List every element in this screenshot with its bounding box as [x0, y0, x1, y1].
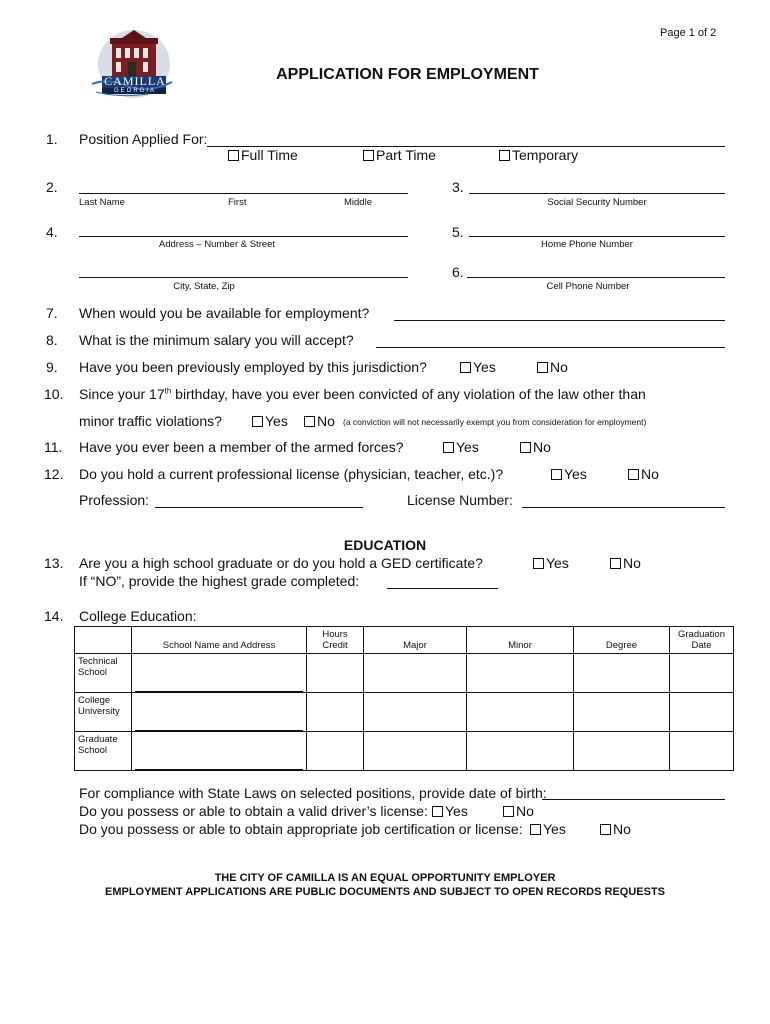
cert-no-checkbox[interactable]: [600, 824, 611, 835]
college-education-table: [74, 626, 734, 771]
q13-label: Are you a high school graduate or do you hold a GED certificate?: [79, 555, 483, 571]
q1-number: 1.: [46, 131, 58, 147]
education-heading: EDUCATION: [343, 537, 427, 553]
license-yes-option[interactable]: Yes: [432, 803, 468, 819]
q9-label: Have you been previously employed by this jurisdiction?: [79, 359, 427, 375]
hours-credit-cell[interactable]: [307, 693, 364, 732]
table-header: School Name and Address: [132, 627, 307, 654]
school-name-cell[interactable]: [132, 693, 307, 732]
q14-label: College Education:: [79, 608, 197, 624]
q11-yes-checkbox[interactable]: [443, 442, 454, 453]
q10-label-continued: minor traffic violations?: [79, 413, 222, 429]
table-row: [75, 693, 734, 732]
q9-yes-option[interactable]: Yes: [460, 359, 496, 375]
cell-phone-caption: Cell Phone Number: [546, 281, 630, 292]
q9-no-checkbox[interactable]: [537, 362, 548, 373]
q10-no-checkbox[interactable]: [304, 416, 315, 427]
graduation-date-cell[interactable]: [670, 654, 734, 693]
page-title: APPLICATION FOR EMPLOYMENT: [276, 66, 539, 83]
q9-number: 9.: [46, 359, 58, 375]
q12-yes-checkbox[interactable]: [551, 469, 562, 480]
equal-opportunity-statement: THE CITY OF CAMILLA IS AN EQUAL OPPORTUNITY EMPLOYER: [214, 872, 556, 884]
cert-yes-option[interactable]: Yes: [530, 821, 566, 837]
table-header: Graduation Date: [670, 627, 734, 654]
logo-text: CAMILLA: [104, 74, 166, 88]
graduation-date-cell[interactable]: [670, 693, 734, 732]
q13-followup: If “NO”, provide the highest grade completed:: [79, 573, 360, 589]
address-street-caption: Address – Number & Street: [158, 239, 276, 250]
table-row: [75, 654, 734, 693]
q12-number: 12.: [44, 466, 64, 482]
q11-number: 11.: [44, 439, 63, 455]
ssn-caption: Social Security Number: [547, 197, 647, 208]
table-row: [75, 732, 734, 771]
license-number-field[interactable]: [522, 507, 725, 508]
q9-yes-checkbox[interactable]: [460, 362, 471, 373]
cert-no-option[interactable]: No: [600, 821, 631, 837]
city-state-zip-caption: City, State, Zip: [173, 281, 235, 292]
graduation-date-cell[interactable]: [670, 732, 734, 771]
date-of-birth-field[interactable]: [542, 799, 725, 800]
q9-no-option[interactable]: No: [537, 359, 568, 375]
middle-name-caption: Middle: [344, 197, 372, 208]
q12-no-checkbox[interactable]: [628, 469, 639, 480]
q8-label: What is the minimum salary you will accept?: [79, 332, 354, 348]
q13-yes-checkbox[interactable]: [533, 558, 544, 569]
certification-label: Do you possess or able to obtain appropriate job certification or license:: [79, 821, 523, 837]
availability-field[interactable]: [394, 320, 725, 321]
school-name-cell[interactable]: [132, 654, 307, 693]
q10-yes-checkbox[interactable]: [252, 416, 263, 427]
table-header: Minor: [467, 627, 574, 654]
degree-cell[interactable]: [574, 732, 670, 771]
q10-no-option[interactable]: No: [304, 413, 335, 429]
hours-credit-cell[interactable]: [307, 654, 364, 693]
logo-subtext: GEORGIA: [113, 88, 156, 94]
table-header: Degree: [574, 627, 670, 654]
q1-label: Position Applied For:: [79, 131, 208, 147]
drivers-license-label: Do you possess or able to obtain a valid driver’s license:: [79, 803, 428, 819]
full-time-option[interactable]: Full Time: [228, 147, 298, 163]
minor-cell[interactable]: [467, 654, 574, 693]
page-indicator: Page 1 of 2: [660, 27, 717, 39]
license-number-label: License Number:: [407, 492, 513, 508]
q11-yes-option[interactable]: Yes: [443, 439, 479, 455]
q11-label: Have you ever been a member of the armed forces?: [79, 439, 404, 455]
address-street-field[interactable]: [79, 236, 408, 237]
q10-number: 10.: [44, 386, 64, 402]
q8-number: 8.: [46, 332, 58, 348]
license-yes-checkbox[interactable]: [432, 806, 443, 817]
q11-no-option[interactable]: No: [520, 439, 551, 455]
q12-no-option[interactable]: No: [628, 466, 659, 482]
school-name-cell[interactable]: [132, 732, 307, 771]
license-no-checkbox[interactable]: [503, 806, 514, 817]
q12-yes-option[interactable]: Yes: [551, 466, 587, 482]
major-cell[interactable]: [364, 693, 467, 732]
q7-label: When would you be available for employment?: [79, 305, 370, 321]
first-name-caption: First: [228, 197, 247, 208]
q13-number: 13.: [44, 555, 64, 571]
row-label: Graduate School: [75, 732, 132, 771]
minimum-salary-field[interactable]: [376, 347, 725, 348]
minor-cell[interactable]: [467, 693, 574, 732]
table-header-row: [75, 627, 734, 654]
home-phone-field[interactable]: [469, 236, 725, 237]
row-label: College University: [75, 693, 132, 732]
temporary-checkbox[interactable]: [499, 150, 510, 161]
row-label: Technical School: [75, 654, 132, 693]
degree-cell[interactable]: [574, 654, 670, 693]
q4-number: 4.: [46, 224, 58, 240]
temporary-option[interactable]: Temporary: [499, 147, 578, 163]
q14-number: 14.: [44, 608, 64, 624]
cert-yes-checkbox[interactable]: [530, 824, 541, 835]
q10-note: (a conviction will not necessarily exempt you from consideration for employment): [343, 417, 647, 427]
q11-no-checkbox[interactable]: [520, 442, 531, 453]
q10-yes-option[interactable]: Yes: [252, 413, 288, 429]
ssn-field[interactable]: [469, 193, 725, 194]
q7-number: 7.: [46, 305, 58, 321]
q12-label: Do you hold a current professional license (physician, teacher, etc.)?: [79, 466, 504, 482]
q2-number: 2.: [46, 179, 58, 195]
name-field[interactable]: [79, 193, 408, 194]
q5-number: 5.: [452, 224, 464, 240]
q13-no-option[interactable]: No: [610, 555, 641, 571]
last-name-caption: Last Name: [79, 197, 125, 208]
table-header: Major: [364, 627, 467, 654]
hours-credit-cell[interactable]: [307, 732, 364, 771]
dob-label: For compliance with State Laws on selected positions, provide date of birth:: [79, 785, 547, 801]
q6-number: 6.: [452, 264, 464, 280]
part-time-checkbox[interactable]: [363, 150, 374, 161]
full-time-checkbox[interactable]: [228, 150, 239, 161]
profession-field[interactable]: [155, 507, 363, 508]
public-records-statement: EMPLOYMENT APPLICATIONS ARE PUBLIC DOCUMENTS AND SUBJECT TO OPEN RECORDS REQUESTS: [104, 886, 666, 898]
license-no-option[interactable]: No: [503, 803, 534, 819]
degree-cell[interactable]: [574, 693, 670, 732]
table-header: [75, 627, 132, 654]
cell-phone-field[interactable]: [467, 277, 725, 278]
city-state-zip-field[interactable]: [79, 277, 408, 278]
table-header: Hours Credit: [307, 627, 364, 654]
major-cell[interactable]: [364, 732, 467, 771]
q13-yes-option[interactable]: Yes: [533, 555, 569, 571]
home-phone-caption: Home Phone Number: [541, 239, 633, 250]
profession-label: Profession:: [79, 492, 150, 508]
q3-number: 3.: [452, 179, 464, 195]
q10-label: Since your 17th birthday, have you ever been convicted of any violation of the law other than: [79, 386, 646, 402]
highest-grade-field[interactable]: [387, 588, 498, 589]
major-cell[interactable]: [364, 654, 467, 693]
part-time-option[interactable]: Part Time: [363, 147, 436, 163]
q13-no-checkbox[interactable]: [610, 558, 621, 569]
minor-cell[interactable]: [467, 732, 574, 771]
